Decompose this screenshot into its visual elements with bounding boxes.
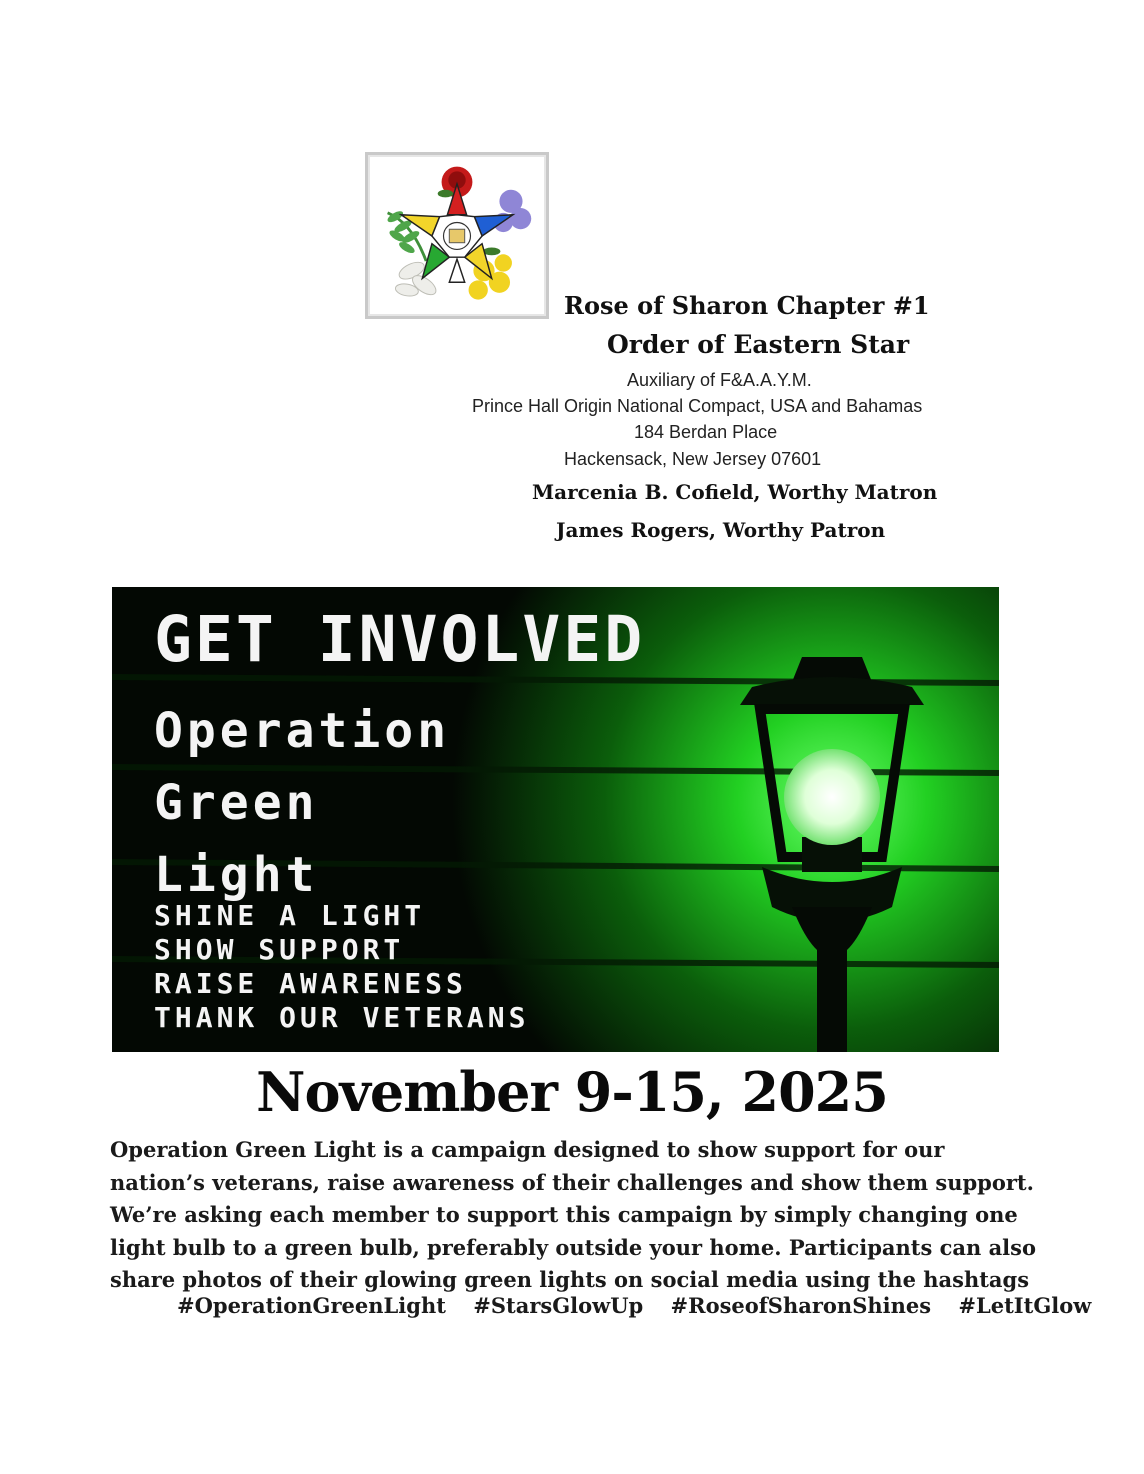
campaign-description: Operation Green Light is a campaign designed to show support for our nation’s veterans, raise awareness of their challenges and show them support. We’re asking each member to support this campaign by simply changing one light bulb to a green bulb, preferably outside your home. Participants can also share photos of their glowing green lights on social media using the hashtags xyxy=(110,1137,1036,1292)
banner-title-line-3: Light xyxy=(154,847,319,903)
hashtag-4: #LetItGlow xyxy=(958,1293,1092,1318)
banner-headline: GET INVOLVED xyxy=(154,603,646,676)
auxiliary-line: Auxiliary of F&A.A.Y.M. xyxy=(627,370,812,390)
event-date: November 9-15, 2025 xyxy=(256,1060,888,1124)
banner-title-line-1: Operation xyxy=(154,703,451,759)
worthy-patron: James Rogers, Worthy Patron xyxy=(556,518,886,542)
banner-title-line-2: Green xyxy=(154,775,319,831)
worthy-matron: Marcenia B. Cofield, Worthy Matron xyxy=(532,480,938,504)
eastern-star-emblem xyxy=(365,152,549,319)
star-emblem-icon xyxy=(368,155,546,316)
order-name: Order of Eastern Star xyxy=(607,330,910,359)
banner-action-2: SHOW SUPPORT xyxy=(154,933,405,966)
hashtag-2: #StarsGlowUp xyxy=(473,1293,644,1318)
hashtag-list xyxy=(177,1293,1111,1318)
banner-action-1: SHINE A LIGHT xyxy=(154,899,426,932)
chapter-name: Rose of Sharon Chapter #1 xyxy=(564,291,930,320)
hashtag-1: #OperationGreenLight xyxy=(177,1293,446,1318)
banner-action-3: RAISE AWARENESS xyxy=(154,967,467,1000)
city-address: Hackensack, New Jersey 07601 xyxy=(564,449,822,469)
banner-action-4: THANK OUR VETERANS xyxy=(154,1001,530,1034)
street-address: 184 Berdan Place xyxy=(634,422,778,442)
operation-green-light-banner xyxy=(112,587,999,1052)
hashtag-3: #RoseofSharonShines xyxy=(670,1293,932,1318)
compact-line: Prince Hall Origin National Compact, USA and Bahamas xyxy=(472,396,923,416)
